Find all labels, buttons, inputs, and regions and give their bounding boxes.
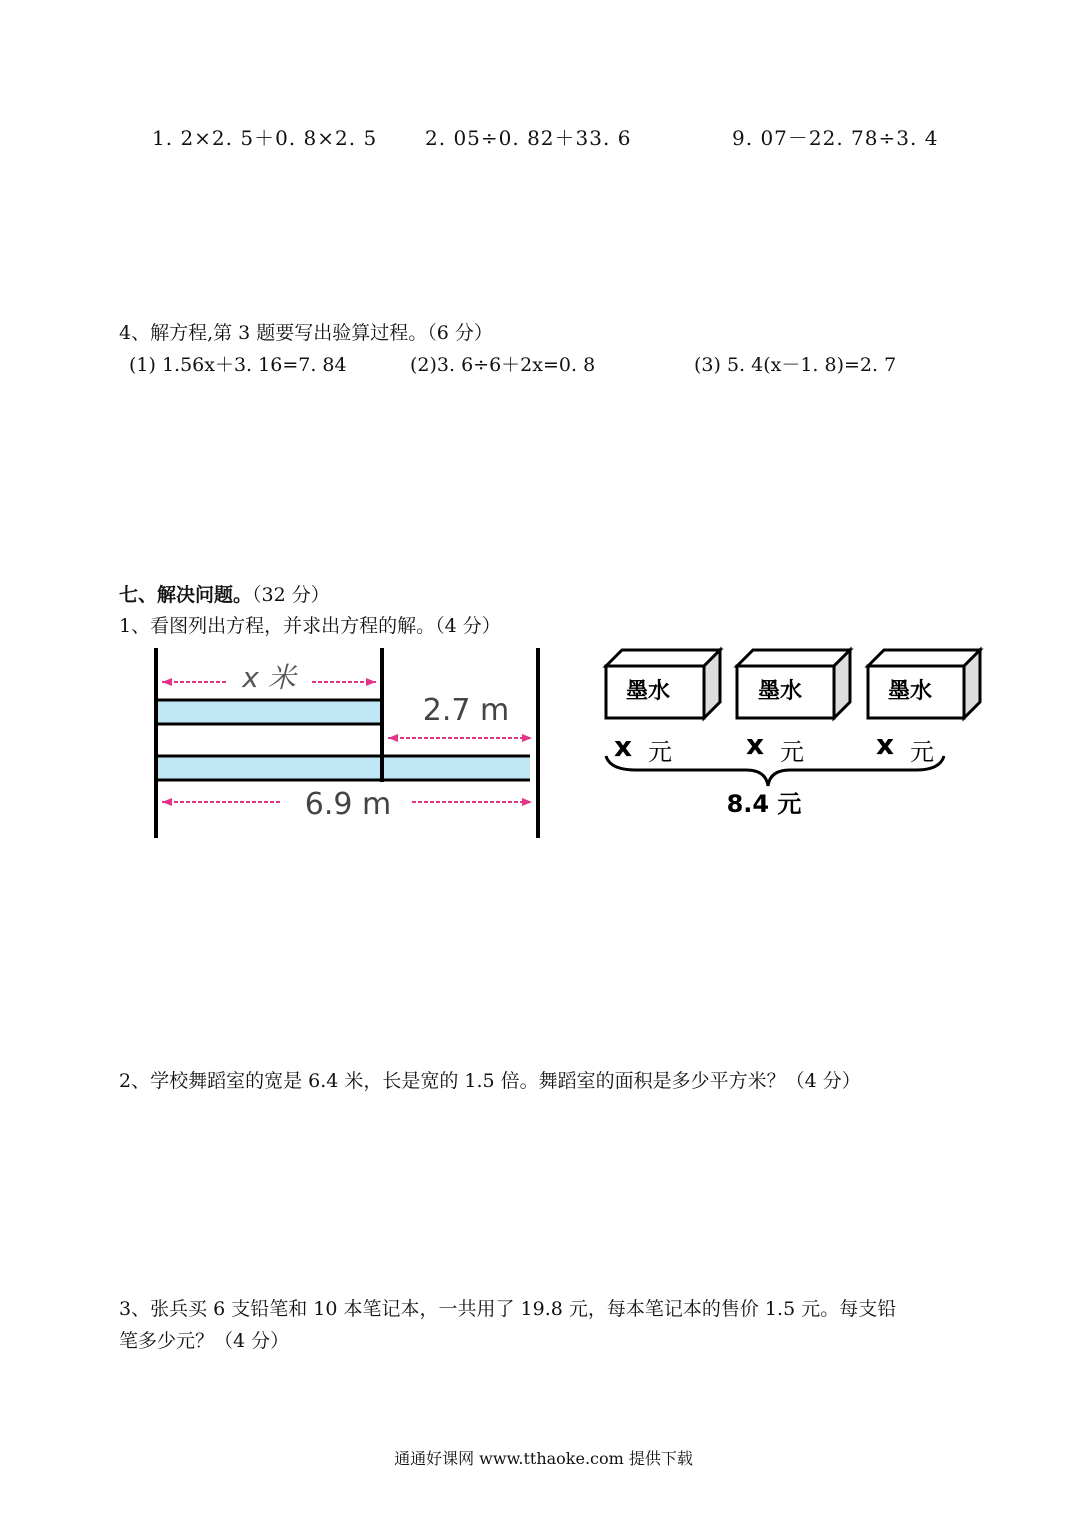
bar-bottom-fill <box>156 756 530 780</box>
price-var-2: x <box>746 728 765 761</box>
price-unit-2: 元 <box>780 738 804 766</box>
calc-expression-3: 9. 07－22. 78÷3. 4 <box>732 126 939 150</box>
price-var-3: x <box>876 728 895 761</box>
ink-box-1 <box>606 650 720 718</box>
q7-3-line2: 笔多少元？（4 分） <box>119 1330 290 1352</box>
label-6-9m: 6.9 m <box>304 787 392 822</box>
q7-1-text: 1、看图列出方程，并求出方程的解。（4 分） <box>119 615 501 637</box>
q4-equation-2: (2)3. 6÷6＋2x=0. 8 <box>410 354 596 376</box>
price-unit-3: 元 <box>910 738 934 766</box>
ink-label-2: 墨水 <box>757 679 803 704</box>
q7-2-text: 2、学校舞蹈室的宽是 6.4 米，长是宽的 1.5 倍。舞蹈室的面积是多少平方米？（4 分） <box>119 1070 861 1092</box>
x-meter-label: x 米 <box>242 661 296 694</box>
label-2-7m: 2.7 m <box>422 693 510 728</box>
price-unit-1: 元 <box>648 738 672 766</box>
ink-box-3 <box>868 650 980 718</box>
price-var-1: x <box>614 730 633 763</box>
total-price-label: 8.4 元 <box>726 790 802 818</box>
section7-score: （32 分） <box>252 584 330 606</box>
q4-equation-3: (3) 5. 4(x－1. 8)=2. 7 <box>694 354 897 376</box>
page-footer: 通通好课网 www.tthaoke.com 提供下载 <box>394 1449 693 1468</box>
q4-title: 4、解方程,第 3 题要写出验算过程。（6 分） <box>119 322 493 344</box>
calc-expression-1: 1. 2×2. 5＋0. 8×2. 5 <box>152 126 378 150</box>
section7-title: 七、解决问题。 <box>119 584 253 606</box>
bar-top-fill <box>156 700 380 724</box>
ink-label-1: 墨水 <box>625 679 671 704</box>
q4-equation-1: (1) 1.56x＋3. 16=7. 84 <box>129 354 347 376</box>
ink-label-3: 墨水 <box>887 679 933 704</box>
q7-3-line1: 3、张兵买 6 支铅笔和 10 本笔记本，一共用了 19.8 元，每本笔记本的售价 1.5 元。每支铅 <box>119 1298 897 1320</box>
section7-heading <box>119 580 330 607</box>
bar-diagram <box>140 640 560 850</box>
calc-expression-2: 2. 05÷0. 82＋33. 6 <box>425 126 632 150</box>
ink-box-2 <box>737 650 850 718</box>
ink-diagram <box>596 644 996 824</box>
